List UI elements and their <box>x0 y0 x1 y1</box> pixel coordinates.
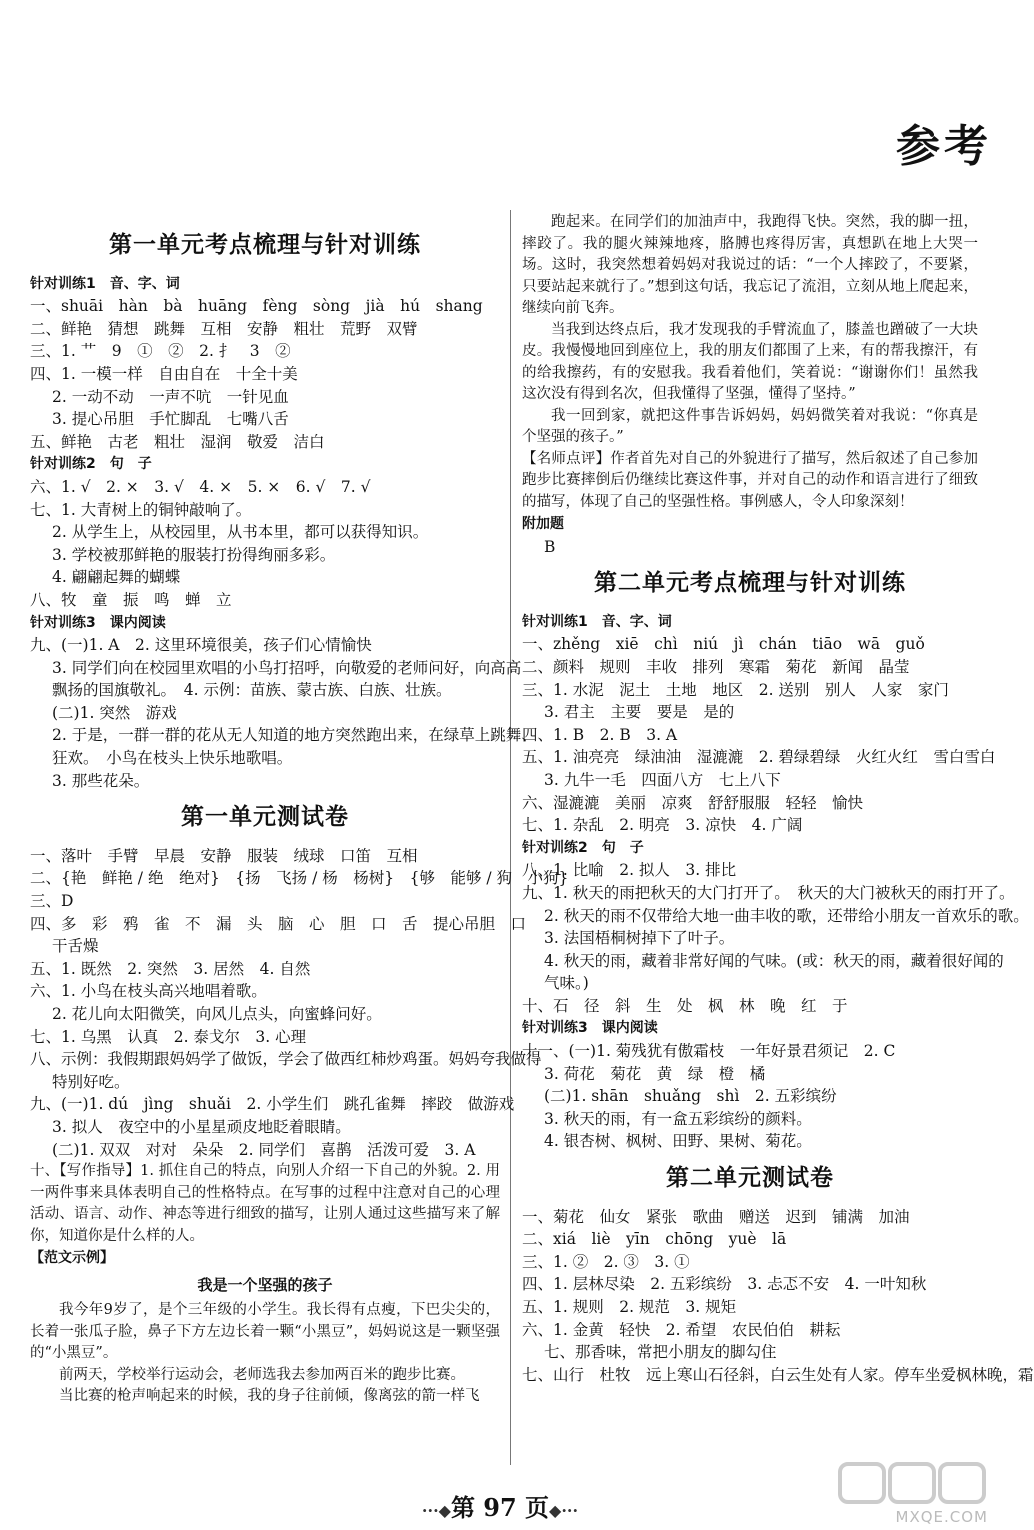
page-number-text: 第 97 页 <box>450 1493 550 1522</box>
right-lines_a-line: 4. 秋天的雨，藏着非常好闻的气味。(或：秋天的雨，藏着很好闻的 <box>544 951 1004 970</box>
right-lines_a-line: 三、1. 水泥 泥土 土地 地区 2. 送别 别人 人家 家门 <box>522 680 949 699</box>
watermark-text: MXQE.COM <box>895 1508 988 1526</box>
left-lines_b-line: 八、示例：我假期跟妈妈学了做饭，学会了做西红柿炒鸡蛋。妈妈夸我做得 <box>30 1050 542 1069</box>
left-lines_a-line: 五、鲜艳 古老 粗壮 湿润 敬爱 洁白 <box>30 432 325 451</box>
left-lines_b-line: 四、多 彩 鸦 雀 不 漏 头 脑 心 胆 口 舌 提心吊胆 口 <box>30 914 527 933</box>
right-lines_a-line: 九、1. 秋天的雨把秋天的大门打开了。 秋天的大门被秋天的雨打开了。 <box>522 883 1015 902</box>
left-lines_b-line: 3. 拟人 夜空中的小星星顽皮地眨着眼睛。 <box>52 1117 351 1136</box>
right-lines_a-line: 二、颜料 规则 丰收 排列 寒霜 菊花 新闻 晶莹 <box>522 657 910 676</box>
left-lines_a-line: 3. 提心吊胆 手忙脚乱 七嘴八舌 <box>52 410 289 429</box>
test2-title: 第二单元测试卷 <box>666 1165 834 1192</box>
left-lines_b-line: 二、{艳 鲜艳 / 绝 绝对} {扬 飞扬 / 杨 杨树} {够 能够 / 狗 小狗} <box>30 869 569 888</box>
left-lines_a-line: 3. 那些花朵。 <box>52 771 150 790</box>
unit2-answers <box>522 611 1029 1153</box>
left-lines_b-line: 2. 花儿向太阳微笑，向风儿点头，向蜜蜂问好。 <box>52 1005 382 1023</box>
right-lines_b-line: 二、xiá liè yīn chōng yuè lā <box>522 1230 787 1249</box>
left-lines_a-line: 4. 翩翩起舞的蝴蝶 <box>52 568 181 587</box>
extra-label: 附加题 <box>522 516 564 532</box>
left-lines_a-line: 针对训练1 音、字、词 <box>30 275 180 292</box>
left-lines_b-line: 七、1. 乌黑 认真 2. 泰戈尔 3. 心理 <box>30 1027 307 1046</box>
essay-body-left <box>30 1300 500 1408</box>
left-lines_a-line: 二、鲜艳 猜想 跳舞 互相 安静 粗壮 荒野 双臂 <box>30 319 418 338</box>
right-lines_a-line: 一、zhěng xiē chì niú jì chán tiāo wā guǒ <box>522 635 925 654</box>
essay-paragraph: 我今年9岁了，是个三年级的小学生。我长得有点瘦，下巴尖尖的，长着一张瓜子脸，鼻子下方左边长着一颗“小黑豆”，妈妈说这是一颗坚强的“小黑豆”。 <box>30 1302 500 1362</box>
left-lines_a-line: 针对训练3 课内阅读 <box>30 614 166 631</box>
left-lines_b-line: 三、D <box>30 892 74 911</box>
left-lines_b-line: 特别好吃。 <box>52 1072 130 1091</box>
right-lines_a-line: 针对训练1 音、字、词 <box>522 613 672 630</box>
essay-paragraph: 跑起来。在同学们的加油声中，我跑得飞快。突然，我的脚一扭，摔跤了。我的腿火辣辣地疼，胳膊也疼得厉害，真想趴在地上大哭一场。这时，我突然想着妈妈对我说过的话：“一个人摔跤了，不要紧，只要站起来就行了。”想到这句话，我忘记了流泪，立刻从地上爬起来，继续向前飞奔。 <box>522 214 978 316</box>
left-lines_a-line: 3. 同学们向在校园里欢唱的小鸟打招呼，向敬爱的老师问好，向高高 <box>52 658 522 677</box>
right-column <box>522 212 1034 1386</box>
right-lines_b-line: 七、山行 杜牧 远上寒山石径斜，白云生处有人家。停车坐爱枫林晚，霜 <box>522 1365 1034 1384</box>
left-lines_b-line: 五、1. 既然 2. 突然 3. 居然 4. 自然 <box>30 959 311 978</box>
essay-paragraph: 前两天，学校举行运动会，老师选我去参加两百米的跑步比赛。 <box>59 1366 465 1383</box>
left-lines_a-line: 六、1. √ 2. × 3. √ 4. × 5. × 6. √ 7. √ <box>30 477 371 496</box>
right-lines_a-line: 2. 秋天的雨不仅带给大地一曲丰收的歌，还带给小朋友一首欢乐的歌。 <box>544 906 1029 925</box>
right-lines_b-line: 一、菊花 仙女 紧张 歌曲 赠送 迟到 铺满 加油 <box>522 1207 910 1226</box>
right-lines_a-line: 气味。) <box>544 974 589 993</box>
teacher-comment: 【名师点评】作者首先对自己的外貌进行了描写，然后叙述了自己参加跑步比赛摔倒后仍继续比赛这件事，并对自己的动作和语言进行了细致的描写，体现了自己的坚强性格。事例感人，令人印象深刻！ <box>522 450 978 510</box>
test1-title: 第一单元测试卷 <box>181 804 349 831</box>
left-lines_a-line: 一、shuāi hàn bà huāng fèng sòng jià hú shang <box>30 297 483 316</box>
left-lines_a-line: 2. 一动不动 一声不吭 一针见血 <box>52 387 289 406</box>
essay-body-right <box>522 212 978 449</box>
test2-answers <box>522 1206 1034 1387</box>
left-lines_a-line: 七、1. 大青树上的铜钟敲响了。 <box>30 500 252 519</box>
left-lines_a-line: 3. 学校被那鲜艳的服装打扮得绚丽多彩。 <box>52 545 336 564</box>
right-lines_a-line: 六、湿漉漉 美丽 凉爽 舒舒服服 轻轻 愉快 <box>522 793 864 812</box>
unit2-title: 第二单元考点梳理与针对训练 <box>594 570 906 597</box>
essay-paragraph: 当比赛的枪声响起来的时候，我的身子往前倾，像离弦的箭一样飞 <box>59 1388 480 1405</box>
left-lines_b-line: 干舌燥 <box>52 937 99 956</box>
essay-title: 我是一个坚强的孩子 <box>197 1275 333 1294</box>
left-lines_a-line: 三、1. 艹 9 ① ② 2. 扌 3 ② <box>30 342 291 361</box>
right-lines_a-line: 十、石 径 斜 生 处 枫 林 晚 红 于 <box>522 996 848 1015</box>
watermark-logo-icon <box>838 1460 988 1506</box>
right-lines_a-line: 针对训练2 句 子 <box>522 839 644 856</box>
left-lines_a-line: 2. 于是，一群一群的花从无人知道的地方突然跑出来，在绿草上跳舞、 <box>52 726 537 745</box>
left-lines_a-line: 2. 从学生上，从校园里，从书本里，都可以获得知识。 <box>52 523 429 542</box>
writing-guide: 十、【写作指导】1. 抓住自己的特点，向别人介绍一下自己的外貌。2. 用一两件事来具体表明自己的性格特点。在写事的过程中注意对自己的心理活动、语言、动作、神态等进行细致的描写，让别人通过这些描写来了解你，知道你是什么样的人。 <box>30 1163 500 1244</box>
page-ornament-right: ◆··· <box>549 1501 579 1520</box>
unit1-title: 第一单元考点梳理与针对训练 <box>109 232 421 258</box>
left-lines_a-line: (二)1. 突然 游戏 <box>52 703 177 722</box>
right-lines_a-line: 针对训练3 课内阅读 <box>522 1020 658 1037</box>
left-lines_a-line: 狂欢。 小鸟在枝头上快乐地歌唱。 <box>52 749 293 768</box>
right-lines_a-line: 十一、(一)1. 菊残犹有傲霜枝 一年好景君须记 2. C <box>522 1042 896 1061</box>
left-lines_a-line: 四、1. 一模一样 自由自在 十全十美 <box>30 364 298 383</box>
right-lines_a-line: 4. 银杏树、枫树、田野、果树、菊花。 <box>544 1132 812 1151</box>
right-lines_a-line: (二)1. shān shuǎng shì 2. 五彩缤纷 <box>544 1087 837 1106</box>
right-lines_a-line: 3. 君主 主要 要是 是的 <box>544 703 735 722</box>
right-lines_a-line: 3. 九牛一毛 四面八方 七上八下 <box>544 770 781 789</box>
page-ornament-left: ···◆ <box>421 1501 451 1520</box>
left-lines_a-line: 九、(一)1. A 2. 这里环境很美，孩子们心情愉快 <box>30 636 372 655</box>
unit1-answers <box>30 273 537 793</box>
right-lines_a-line: 七、1. 杂乱 2. 明亮 3. 凉快 4. 广阔 <box>522 816 803 835</box>
right-lines_a-line: 3. 法国梧桐树掉下了叶子。 <box>544 929 735 948</box>
page-header-title: 参考 <box>896 121 992 172</box>
right-lines_b-line: 三、1. ② 2. ③ 3. ① <box>522 1252 690 1271</box>
essay-paragraph: 当我到达终点后，我才发现我的手臂流血了，膝盖也蹭破了一大块皮。我慢慢地回到座位上，我的朋友们都围了上来，有的帮我擦汗，有的给我擦药，有的安慰我。我看着他们，笑着说：“谢谢你们！虽然我这次没有得到名次，但我懂得了坚强，懂得了坚持。” <box>522 321 978 402</box>
left-lines_a-line: 八、牧 童 振 鸣 蝉 立 <box>30 590 232 609</box>
sample-label: 【范文示例】 <box>30 1250 114 1267</box>
extra-answer: B <box>544 537 556 556</box>
left-lines_b-line: 六、1. 小鸟在枝头高兴地唱着歌。 <box>30 982 267 1001</box>
left-lines_b-line: (二)1. 双双 对对 朵朵 2. 同学们 喜鹊 活泼可爱 3. A <box>52 1140 476 1159</box>
right-lines_b-line: 四、1. 层林尽染 2. 五彩缤纷 3. 忐忑不安 4. 一叶知秋 <box>522 1275 927 1294</box>
right-lines_a-line: 四、1. B 2. B 3. A <box>522 725 678 744</box>
left-lines_b-line: 一、落叶 手臂 早晨 安静 服装 绒球 口笛 互相 <box>30 846 418 865</box>
right-lines_a-line: 3. 秋天的雨，有一盒五彩缤纷的颜料。 <box>544 1109 812 1128</box>
right-lines_b-line: 六、1. 金黄 轻快 2. 希望 农民伯伯 耕耘 <box>522 1320 841 1339</box>
essay-paragraph: 我一回到家，就把这件事告诉妈妈，妈妈微笑着对我说：“你真是个坚强的孩子。” <box>522 407 978 445</box>
right-lines_a-line: 3. 荷花 菊花 黄 绿 橙 橘 <box>544 1064 766 1083</box>
left-lines_a-line: 针对训练2 句 子 <box>30 456 152 473</box>
left-lines_a-line: 飘扬的国旗敬礼。 4. 示例：苗族、蒙古族、白族、壮族。 <box>52 681 452 700</box>
right-lines_a-line: 八、1. 比喻 2. 拟人 3. 排比 <box>522 861 737 880</box>
right-lines_a-line: 五、1. 油亮亮 绿油油 湿漉漉 2. 碧绿碧绿 火红火红 雪白雪白 <box>522 748 996 767</box>
left-lines_b-line: 九、(一)1. dú jìng shuǎi 2. 小学生们 跳孔雀舞 摔跤 做游戏 <box>30 1095 515 1114</box>
right-lines_b-line: 七、那香味，常把小朋友的脚勾住 <box>544 1343 777 1362</box>
column-divider <box>510 210 511 1465</box>
watermark <box>828 1460 988 1526</box>
right-lines_b-line: 五、1. 规则 2. 规范 3. 规矩 <box>522 1298 737 1316</box>
